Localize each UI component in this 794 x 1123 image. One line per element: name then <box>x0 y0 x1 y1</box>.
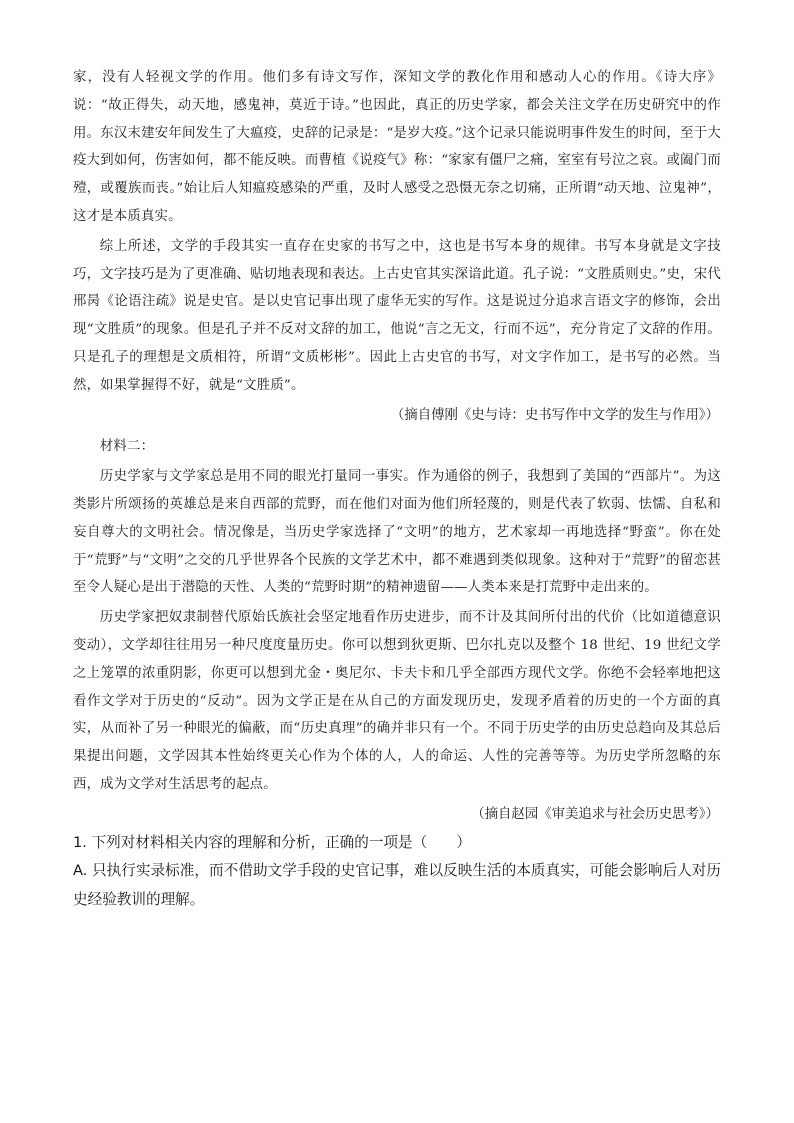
material-one-paragraph-1: 家，没有人轻视文学的作用。他们多有诗文写作，深知文学的教化作用和感动人心的作用。《诗大序》说：“故正得失，动天地，感鬼神，莫近于诗。”也因此，真正的历史学家，都会关注文学在历史研究中的作用。东汉末建安年间发生了大瘟疫，史辞的记录是：“是岁大疫。”这个记录只能说明事件发生的时间，至于大疫大到如何，伤害如何，都不能反映。而曹植《说疫气》称：“家家有僵尸之痛，室室有号泣之哀。或阖门而殪，或覆族而丧。”始让后人知瘟疫感染的严重，及时人感受之恐慑无奈之切痛，正所谓“动天地、泣鬼神”，这才是本质真实。 <box>73 70 721 224</box>
document-page <box>73 64 721 914</box>
material-one-source: （摘自傅刚《史与诗：史书写作中文学的发生与作用》） <box>390 407 719 423</box>
material-two-paragraph-1: 历史学家与文学家总是用不同的眼光打量同一事实。作为通俗的例子，我想到了美国的“西部片”。为这类影片所颂扬的英雄总是来自西部的荒野，而在他们对面为他们所轻蔑的，则是代表了软弱、怯懦、自私和妄自尊大的文明社会。情况像是，当历史学家选择了“文明”的地方，艺术家却一再地选择“野蛮”。你在处于“荒野”与“文明”之交的几乎世界各个民族的文学艺术中，都不难遇到类似现象。这种对于“荒野”的留恋甚至令人疑心是出于潜隐的天性、人类的“荒野时期”的精神遗留——人类本来是打荒野中走出来的。 <box>73 469 721 596</box>
material-one-paragraph-2: 综上所述，文学的手段其实一直存在史家的书写之中，这也是书写本身的规律。书写本身就是文字技巧，文字技巧是为了更准确、贴切地表现和表达。上古史官其实深谙此道。孔子说：“文胜质则史。”史，宋代邢昺《论语注疏》说是史官。是以史官记事出现了虚华无实的写作。这是说过分追求言语文字的修饰，会出现“文胜质”的现象。但是孔子并不反对文辞的加工，他说“言之无文，行而不远”，充分肯定了文辞的作用。只是孔子的理想是文质相符，所谓“文质彬彬”。因此上古史官的书写，对文字作加工，是书写的必然。当然，如果掌握得不好，就是“文胜质”。 <box>73 238 721 393</box>
material-two-source: （摘自赵园《审美追求与社会历史思考》） <box>471 806 719 822</box>
material-two-label: 材料二： <box>99 439 155 455</box>
question-option-a: A. 只执行实录标准，而不借助文学手段的史官记事，难以反映生活的本质真实，可能会影响后人对历史经验教训的理解。 <box>73 862 721 908</box>
question-stem: 1. 下列对材料相关内容的理解和分析，正确的一项是（ ） <box>73 833 472 851</box>
material-two-paragraph-2: 历史学家把奴隶制替代原始氏族社会坚定地看作历史进步，而不计及其间所付出的代价（比如道德意识变动），文学却往往用另一种尺度度量历史。你可以想到狄更斯、巴尔扎克以及整个 18 世纪、19 世纪文学之上笼罩的浓重阴影，你更可以想到尤金・奥尼尔、卡夫卡和几乎全部西方现代文学。你绝不会轻率地把这看作文学对于历史的“反动”。因为文学正是在从自己的方面发现历史，发现矛盾着的历史的一个方面的真实，从而补了另一种眼光的偏蔽，而“历史真理”的确并非只有一个。不同于历史学的由历史总趋向及其总后果提出问题，文学因其本性始终更关心作为个体的人，人的命运、人性的完善等等。为历史学所忽略的东西，成为文学对生活思考的起点。 <box>73 610 721 792</box>
